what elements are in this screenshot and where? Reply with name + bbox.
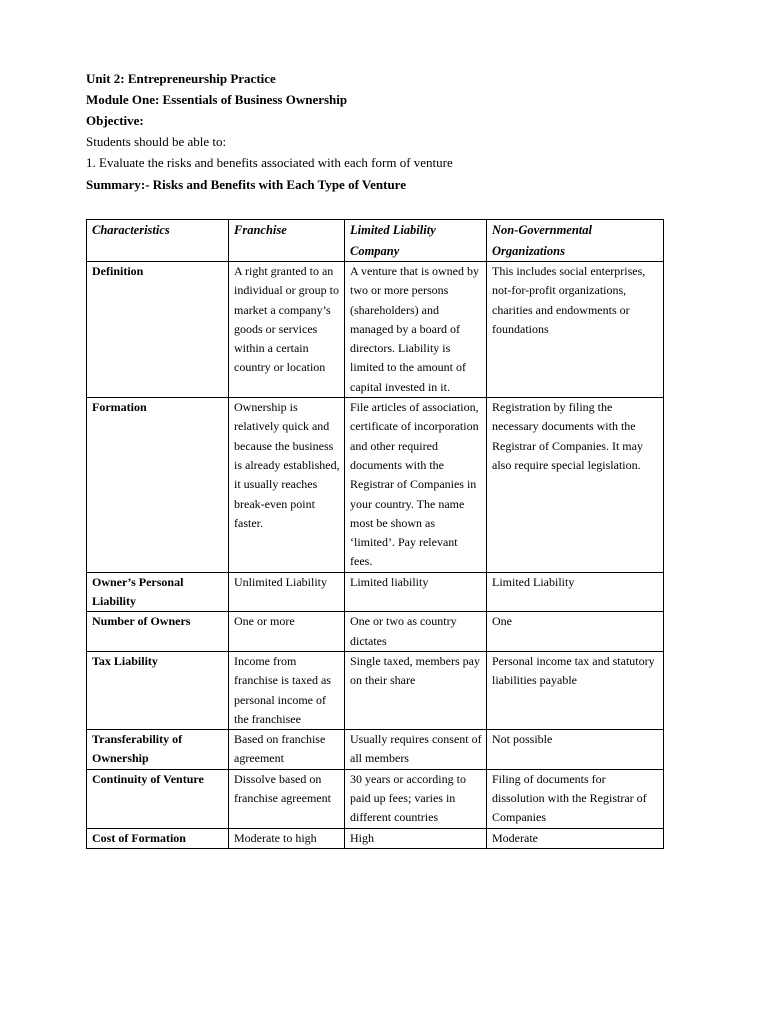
- table-row: [87, 398, 664, 573]
- cell-llc: One or two as country dictates: [345, 612, 487, 652]
- row-label-tax-liability: Tax Liability: [87, 651, 229, 729]
- cell-ngo: Limited Liability: [487, 572, 664, 612]
- cell-llc: A venture that is owned by two or more persons (shareholders) and managed by a board of directors. Liability is limited to the amount of capital invested in it.: [345, 262, 487, 398]
- cell-franchise: Moderate to high: [229, 828, 345, 848]
- objective-intro: Students should be able to:: [86, 134, 227, 149]
- cell-llc: 30 years or according to paid up fees; varies in different countries: [345, 769, 487, 828]
- row-label-number-of-owners: Number of Owners: [87, 612, 229, 652]
- table-row: [87, 651, 664, 729]
- column-header-characteristics: Characteristics: [87, 220, 229, 262]
- module-title: Module One: Essentials of Business Ownership: [86, 92, 348, 107]
- row-label-owner-liability: Owner’s Personal Liability: [87, 572, 229, 612]
- cell-llc: High: [345, 828, 487, 848]
- cell-ngo: This includes social enterprises, not-for-profit organizations, charities and endowments or foundations: [487, 262, 664, 398]
- cell-franchise: Unlimited Liability: [229, 572, 345, 612]
- column-header-llc: Limited Liability Company: [345, 220, 487, 262]
- cell-llc: Usually requires consent of all members: [345, 730, 487, 770]
- table-row: [87, 730, 664, 770]
- cell-franchise: A right granted to an individual or group to market a company’s goods or services within a certain country or location: [229, 262, 345, 398]
- table-row: [87, 612, 664, 652]
- table-header-row: [87, 220, 664, 262]
- objective-label: Objective:: [86, 113, 144, 128]
- cell-franchise: Income from franchise is taxed as personal income of the franchisee: [229, 651, 345, 729]
- row-label-continuity: Continuity of Venture: [87, 769, 229, 828]
- objective-item-1: 1. Evaluate the risks and benefits associated with each form of venture: [86, 155, 453, 170]
- row-label-cost-of-formation: Cost of Formation: [87, 828, 229, 848]
- table-row: [87, 262, 664, 398]
- cell-franchise: Based on franchise agreement: [229, 730, 345, 770]
- cell-llc: Limited liability: [345, 572, 487, 612]
- column-header-franchise: Franchise: [229, 220, 345, 262]
- cell-ngo: Filing of documents for dissolution with the Registrar of Companies: [487, 769, 664, 828]
- cell-ngo: Registration by filing the necessary documents with the Registrar of Companies. It may also require special legislation.: [487, 398, 664, 573]
- unit-title: Unit 2: Entrepreneurship Practice: [86, 71, 276, 86]
- column-header-ngo: Non-Governmental Organizations: [487, 220, 664, 262]
- cell-franchise: Dissolve based on franchise agreement: [229, 769, 345, 828]
- venture-comparison-table: [86, 219, 664, 849]
- row-label-transferability: Transferability of Ownership: [87, 730, 229, 770]
- cell-ngo: Not possible: [487, 730, 664, 770]
- summary-heading: Summary:- Risks and Benefits with Each Type of Venture: [86, 177, 406, 192]
- cell-llc: File articles of association, certificate of incorporation and other required documents with the Registrar of Companies in your country. The name most be shown as ‘limited’. Pay relevant fees.: [345, 398, 487, 573]
- row-label-definition: Definition: [87, 262, 229, 398]
- row-label-formation: Formation: [87, 398, 229, 573]
- cell-ngo: One: [487, 612, 664, 652]
- table-row: [87, 769, 664, 828]
- cell-llc: Single taxed, members pay on their share: [345, 651, 487, 729]
- cell-ngo: Moderate: [487, 828, 664, 848]
- table-row: [87, 828, 664, 848]
- cell-franchise: One or more: [229, 612, 345, 652]
- table-row: [87, 572, 664, 612]
- cell-franchise: Ownership is relatively quick and because the business is already established, it usually reaches break-even point faster.: [229, 398, 345, 573]
- cell-ngo: Personal income tax and statutory liabilities payable: [487, 651, 664, 729]
